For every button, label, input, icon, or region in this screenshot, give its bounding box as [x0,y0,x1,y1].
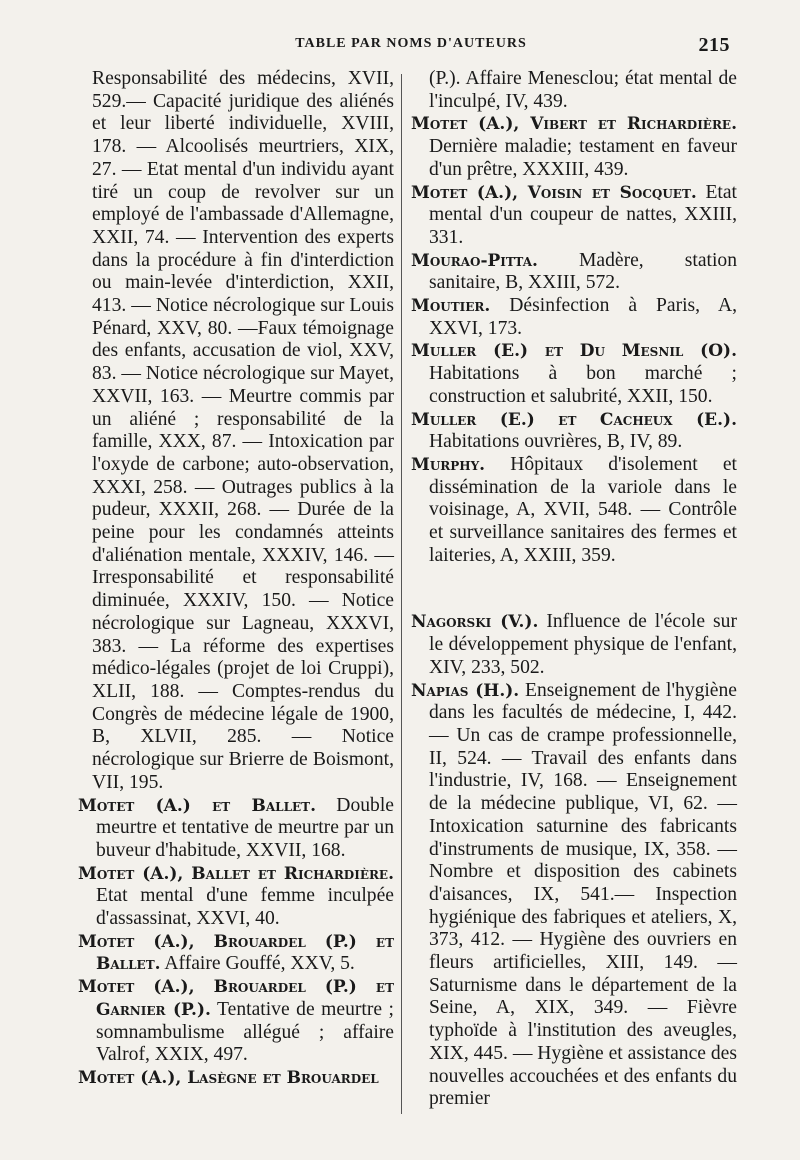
author-names: Muller (E.) et Cacheux (E.). [411,409,737,430]
entry-text: Désinfection à Paris, A, XXVI, 173. [429,295,737,339]
index-entry [78,931,394,976]
index-entry [411,250,737,295]
index-entry [411,611,737,679]
letter-gap [411,567,737,611]
index-entry [411,295,737,340]
index-entry [78,1067,394,1090]
author-names: Motet (A.), Lasègne et Brouardel [78,1067,379,1088]
index-entry [78,795,394,863]
page-title: TABLE PAR NOMS D'AUTEURS [295,36,527,51]
index-entry [411,454,737,568]
running-header [92,36,730,58]
author-names: Motet (A.), Brouardel (P.) et Ballet. [78,931,394,975]
author-names: Motet (A.), Vibert et Richardière. [411,114,737,135]
author-names: Nagorski (V.). [411,612,539,633]
author-names: Motet (A.), Brouardel (P.) et Garnier (P.). [78,977,394,1020]
index-entry [78,976,394,1067]
index-entry [78,863,394,931]
page-number: 215 [698,34,730,56]
entry-text: Dernière maladie; testament en faveur d'un prêtre, XXXIII, 439. [429,136,737,180]
entry-text: Madère, station sanitaire, B, XXIII, 572. [429,249,737,294]
index-entry [411,340,737,408]
entry-text: Influence de l'école sur le développement physique de l'enfant, XIV, 233, 502. [429,611,737,678]
author-names: Murphy. [411,454,486,475]
entry-text: Hôpitaux d'isolement et dissémination de la variole dans le voisinage, A, XVII, 548. — Contrôle et surveillance sanitaires des fermes et laiteries, A, XXIII, 359. [429,453,737,566]
left-column [78,68,394,1090]
index-entry [411,680,737,1111]
author-names: Napias (H.). [411,680,520,701]
author-names: Mourao-Pitta. [411,250,538,271]
index-entry [411,182,737,250]
continued-entry: Responsabilité des médecins, XVII, 529.— Capacité juridique des aliénés et leur liberté individuelle, XVIII, 178. — Alcoolisés meurtriers, XIX, 27. — Etat mental d'un individu ayant tiré un coup de revolver sur un employé de l'ambassade d'Allemagne, XXII, 74. — Intervention des experts dans la procédure à fin d'interdiction ou main-levée d'interdiction, XXII, 413. — Notice nécrologique sur Louis Pénard, XXV, 80. —Faux témoignage des enfants, accusation de viol, XXV, 83. — Notice nécrologique sur Mayet, XXVII, 163. — Meurtre commis par un aliéné ; responsabilité de la famille, XXX, 87. — Intoxication par l'oxyde de carbone; auto-observation, XXXI, 258. — Outrages publics à la pudeur, XXXII, 268. — Durée de la peine pour les condamnés atteints d'aliénation mentale, XXXIV, 146. — Irresponsabilité et responsabilité diminuée, XXXIV, 150. — Notice nécrologique sur Lagneau, XXXVI, 383. — La réforme des expertises médico-légales (projet de loi Cruppi), XLII, 188. — Comptes-rendus du Congrès de médecine légale de 1900, B, XLVII, 285. — Notice nécrologique sur Brierre de Boismont, VII, 195. [92,68,394,793]
author-names: Motet (A.), Voisin et Socquet. [411,182,697,203]
entry-text: Tentative de meurtre ; somnambulisme allégué ; affaire Valrof, XXIX, 497. [96,998,394,1066]
column-divider [401,74,402,1114]
entry-text: Affaire Gouffé, XXV, 5. [160,953,355,975]
index-entry [411,409,737,454]
entry-text: Enseignement de l'hygiène dans les facultés de médecine, I, 442. — Un cas de crampe professionnelle, II, 524. — Travail des enfants dans l'industrie, IV, 168. — Enseignement de la médecine publique, VI, 62. — Intoxication saturnine des fabricants d'instruments de musique, IX, 358. — Nombre et disposition des cabinets d'aisances, IX, 541.— Inspection hygiénique des fabriques et ateliers, X, 373, 412. — Hygiène des ouvriers en fleurs artificielles, XIII, 149. — Saturnisme dans le département de la Seine, A, XIX, 349. — Fièvre typhoïde à l'institution des aveugles, XIX, 445. — Hygiène et assistance des nouvelles accouchées et des enfants du premier [429,679,737,1110]
author-names: Muller (E.) et Du Mesnil (O). [411,341,737,362]
author-names: Motet (A.) et Ballet. [78,795,317,816]
right-column [411,68,737,1111]
continued-entry: (P.). Affaire Menesclou; état mental de l'inculpé, IV, 439. [429,68,737,112]
entry-text: Etat mental d'un coupeur de nattes, XXIII, 331. [429,181,738,248]
entry-text: Double meurtre et tentative de meurtre par un buveur d'habitude, XXVII, 168. [96,794,394,861]
author-names: Motet (A.), Ballet et Richardière. [78,863,394,884]
entry-text: Habitations à bon marché ; construction et salubrité, XXII, 150. [429,363,737,407]
entry-text: Etat mental d'une femme inculpée d'assassinat, XXVI, 40. [96,885,394,930]
author-names: Moutier. [411,296,491,317]
index-entry [411,113,737,181]
entry-text: Habitations ouvrières, B, IV, 89. [429,431,683,453]
